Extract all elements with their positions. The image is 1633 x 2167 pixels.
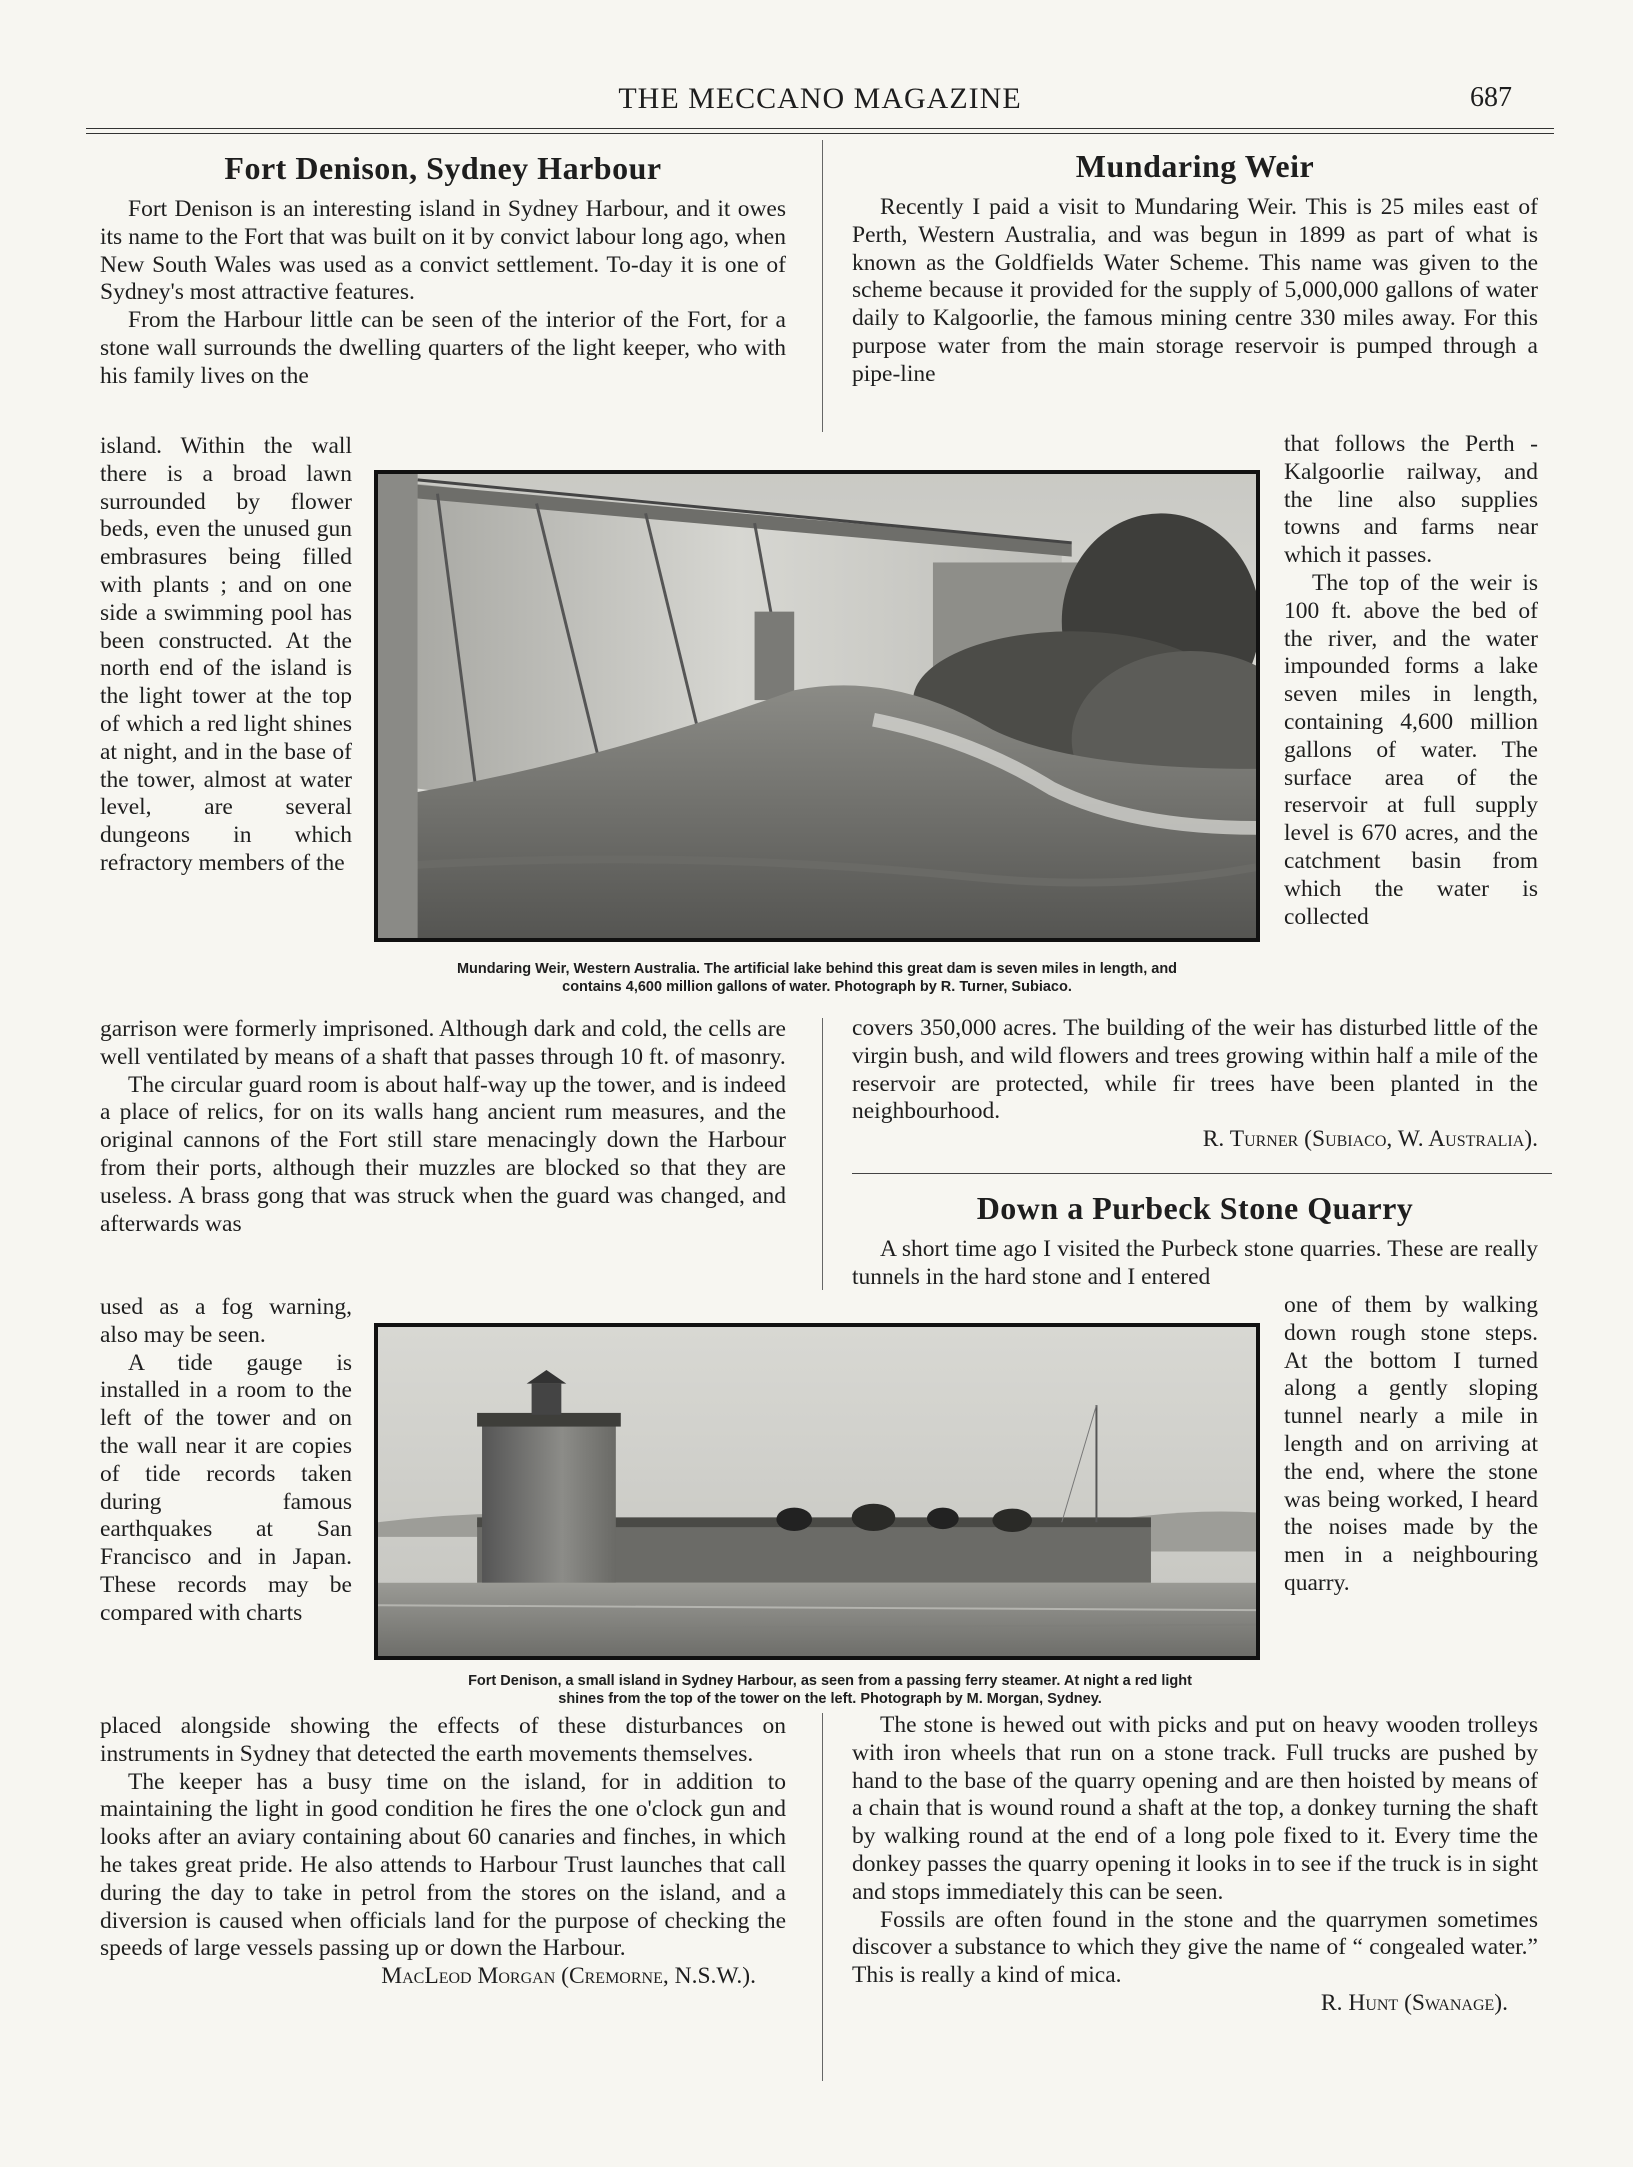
column-divider-bottom bbox=[822, 1713, 823, 2081]
column-divider-middle bbox=[822, 1018, 823, 1290]
fort-signature: MacLeod Morgan (Cremorne, N.S.W.). bbox=[381, 1963, 756, 1990]
fort-paragraph-3-narrow: used as a fog warning, also may be seen. bbox=[100, 1294, 352, 1348]
quarry-signature: R. Hunt (Swanage). bbox=[1320, 1989, 1508, 2016]
mundaring-weir-photo bbox=[374, 470, 1260, 942]
fort-article-middle bbox=[100, 1016, 786, 1238]
quarry-paragraph-2: The stone is hewed out with picks and put on heavy wooden trolleys with iron wheels that run on a stone track. Full trucks are pushed by hand to the base of the quarry opening and are then hoisted by means of a chain that is wound round a shaft at the top, a donkey turning the shaft by walking round at the end of a long pole fixed to it. Every time the donkey passes the quarry opening it looks in to see if the truck is in sight and stops immediately this can be seen. bbox=[852, 1712, 1538, 1905]
purbeck-quarry-heading: Down a Purbeck Stone Quarry bbox=[976, 1190, 1414, 1226]
fort-article-end bbox=[100, 1713, 786, 1991]
weir-article-end bbox=[852, 1015, 1538, 1154]
weir-paragraph-2-tail: covers 350,000 acres. The building of the weir has disturbed little of the virgin bush, and wild flowers and trees growing within half a mile of the reservoir are protected, while fir trees have been planted in the neighbourhood. bbox=[852, 1015, 1538, 1125]
header-rule-bottom bbox=[86, 133, 1554, 134]
weir-signature: R. Turner (Subiaco, W. Australia). bbox=[1202, 1126, 1538, 1153]
fort-paragraph-2-narrow: island. Within the wall there is a broad lawn surrounded by flower beds, even the unused gun embrasures being filled with plants ; and on one side a swimming pool has been constructed. At the north end of the island is the light tower at the top of which a red light shines at night, and in the base of the tower, almost at water level, are several dungeons in which refractory members of the bbox=[100, 433, 352, 876]
fort-paragraph-4-tail: placed alongside showing the effects of these disturbances on instruments in Sydney that detected the earth movements themselves. bbox=[100, 1713, 786, 1767]
mundaring-weir-caption-line-2: contains 4,600 million gallons of water. Photograph by R. Turner, Subiaco. bbox=[562, 979, 1072, 995]
fort-denison-photo bbox=[374, 1323, 1260, 1660]
fort-article-narrow-lower bbox=[100, 1294, 352, 1628]
fort-article-intro bbox=[100, 196, 786, 391]
magazine-title: THE MECCANO MAGAZINE bbox=[618, 82, 1022, 115]
fort-paragraph-2-tail: garrison were formerly imprisoned. Although dark and cold, the cells are well ventilated by means of a shaft that passes through 10 ft. of masonry. bbox=[100, 1016, 786, 1070]
fort-illustration bbox=[378, 1327, 1256, 1656]
fort-denison-caption-line-1: Fort Denison, a small island in Sydney Harbour, as seen from a passing ferry steamer. At night a red light bbox=[468, 1673, 1192, 1689]
fort-denison-heading: Fort Denison, Sydney Harbour bbox=[224, 150, 662, 186]
fort-denison-caption-line-2: shines from the top of the tower on the left. Photograph by M. Morgan, Sydney. bbox=[558, 1691, 1102, 1707]
column-divider-top bbox=[822, 140, 823, 432]
fort-paragraph-5: The keeper has a busy time on the island, for in addition to maintaining the light in good condition he fires the one o'clock gun and looks after an aviary containing about 60 canaries and finches, in which he takes great pride. He also attends to Harbour Trust launches that call during the day to take in petrol from the stores on the island, and a diversion is caused when officials land for the purpose of checking the speeds of large vessels passing up or down the Harbour. bbox=[100, 1768, 786, 1962]
mundaring-weir-heading: Mundaring Weir bbox=[1075, 148, 1315, 184]
fort-paragraph-1: Fort Denison is an interesting island in Sydney Harbour, and it owes its name to the Fort that was built on it by convict labour long ago, when New South Wales was used as a convict settlement. To-day it is one of Sydney's most attractive features. bbox=[100, 196, 786, 306]
quarry-article-end bbox=[852, 1712, 1538, 2018]
weir-paragraph-2-narrow: The top of the weir is 100 ft. above the bed of the river, and the water impounded forms a lake seven miles in length, containing 4,600 million gallons of water. The surface area of the reservoir at full supply level is 670 acres, and the catchment basin from which the water is collected bbox=[1284, 569, 1538, 930]
quarry-paragraph-1-narrow: one of them by walking down rough stone steps. At the bottom I turned along a gently sloping tunnel nearly a mile in length and on arriving at the end, where the stone was being worked, I heard the noises made by the men in a neighbouring quarry. bbox=[1284, 1292, 1538, 1596]
weir-paragraph-1-narrow: that follows the Perth - Kalgoorlie railway, and the line also supplies towns and farms near which it passes. bbox=[1284, 431, 1538, 569]
mundaring-weir-caption-line-1: Mundaring Weir, Western Australia. The artificial lake behind this great dam is seven miles in length, and bbox=[456, 961, 1178, 977]
fort-paragraph-3-wide: The circular guard room is about half-way up the tower, and is indeed a place of relics, for on its walls hang ancient rum measures, and the original cannons of the Fort still stare menacingly down the Harbour from their ports, although their muzzles are blocked so that they are useless. A brass gong that was struck when the guard was changed, and afterwards was bbox=[100, 1071, 786, 1237]
weir-article-narrow bbox=[1284, 431, 1538, 931]
header-rule-top bbox=[86, 128, 1554, 129]
dam-illustration bbox=[378, 474, 1256, 938]
weir-paragraph-1-wide: Recently I paid a visit to Mundaring Weir. This is 25 miles east of Perth, Western Australia, and was begun in 1899 as part of what is known as the Goldfields Water Scheme. This name was given to the scheme because it provided for the supply of 5,000,000 gallons of water daily to Kalgoorlie, the famous mining centre 330 miles away. For this purpose water from the main storage reservoir is pumped through a pipe-line bbox=[852, 194, 1538, 387]
fort-paragraph-4-narrow: A tide gauge is installed in a room to the left of the tower and on the wall near it are copies of tide records taken during famous earthquakes at San Francisco and in Japan. These records may be compared with charts bbox=[100, 1349, 352, 1626]
quarry-paragraph-3: Fossils are often found in the stone and the quarrymen sometimes discover a substance to which they give the name of “ congealed water.” This is really a kind of mica. bbox=[852, 1906, 1538, 1989]
page-number: 687 bbox=[1470, 82, 1512, 113]
fort-paragraph-2-lead: From the Harbour little can be seen of the interior of the Fort, for a stone wall surrounds the dwelling quarters of the light keeper, who with his family lives on the bbox=[100, 307, 786, 389]
article-separator-rule bbox=[852, 1173, 1552, 1174]
quarry-paragraph-1-wide: A short time ago I visited the Purbeck stone quarries. These are really tunnels in the hard stone and I entered bbox=[852, 1236, 1538, 1290]
